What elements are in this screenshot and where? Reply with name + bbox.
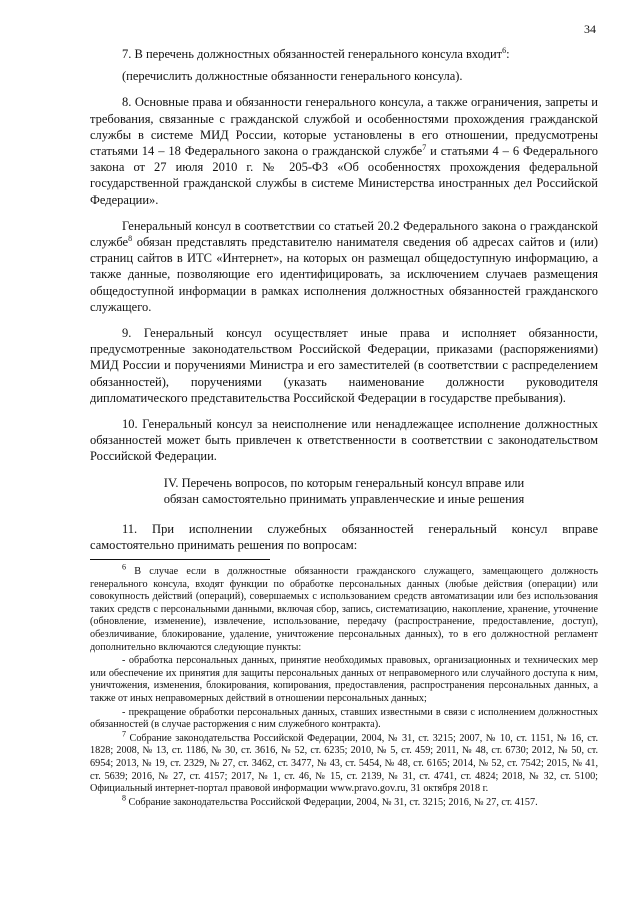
footnote-7 <box>90 729 598 796</box>
footnote-6-item-2 <box>90 707 598 732</box>
footnote-6 <box>90 562 598 654</box>
footnote-ref[interactable]: 8 <box>128 233 133 243</box>
footnote-text: - обработка персональных данных, принятие необходимых правовых, организационных и технических мер или обеспечение их принятия для защиты персональных данных от неправомерного или случайного доступа к ним, уничтожения, изменения, блокирования, копирования, предоставления, распространения персональных данных, а также от иных неправомерных действий в отношении персональных данных; <box>90 655 598 705</box>
footnote-marker: 7 <box>122 729 126 739</box>
footnote-text: Собрание законодательства Российской Федерации, 2004, № 31, ст. 3215; 2007, № 10, ст. 1151, № 16, ст. 1828; 2008, № 13, ст. 1186, № 30, ст. 3616, № 52, ст. 6235; 2010, № 5, ст. 459; 2011, № 48, ст. 6730; 2012, № 50, ст. 6954; 2013, № 19, ст. 2329, № 27, ст. 3462, ст. 3477, № 43, ст. 5454, № 48, ст. 6165; 2014, № 52, ст. 7542; 2015, № 41, ст. 5639; 2016, № 27, ст. 4157; 2017, № 1, ст. 46, № 15, ст. 2139, № 31, ст. 4741, ст. 4824; 2018, № 32, ст. 5100; Официальный интернет-портал правовой информации www.pravo.gov.ru, 31 октября 2018 г. <box>90 732 598 795</box>
paragraph-8 <box>90 94 598 207</box>
footnote-6-item-1 <box>90 655 598 705</box>
footnotes <box>90 562 598 809</box>
footnote-divider <box>90 559 270 560</box>
footnote-text: Собрание законодательства Российской Федерации, 2004, № 31, ст. 3215; 2016, № 27, ст. 4157. <box>126 796 538 808</box>
page-number: 34 <box>584 22 596 36</box>
paragraph-number: 7. <box>122 47 132 61</box>
paragraph-tail: : <box>506 47 510 61</box>
footnote-text: В случае если в должностные обязанности гражданского служащего, замещающего должность генерального консула, входят функции по обработке персональных данных (любые действия (операции) или совокупность действий (операций), совершаемых с использованием средств автоматизации или без использования таких средств с персональными данными, включая сбор, запись, систематизацию, накопление, хранение, уточнение (обновление, изменение), извлечение, использование, передачу (распространение, предоставление, доступ), обезличивание, блокирование, удаление, уничтожение персональных данных), то в его должностной регламент дополнительно включаются следующие пункты: <box>90 566 598 653</box>
paragraph-text: Генеральный консул в соответствии со статьей 20.2 Федерального закона о гражданской службе <box>90 218 598 250</box>
footnote-marker: 6 <box>122 562 126 572</box>
paragraph-8-continued <box>90 218 598 315</box>
paragraph-text: 9. Генеральный консул осуществляет иные права и исполняет обязанности, предусмотренные законодательством Российской Федерации, приказами (распоряжениями) МИД России и поручениями Министра и его заместителей (в соответствии с распределением обязанностей), поручениями (указать наименование должности руководителя дипломатического представительства Российской Федерации в государстве пребывания). <box>90 326 598 405</box>
paragraph-tail: и статьями 4 – 6 Федерального закона от 27 июля 2010 г. № 205-ФЗ «Об особенностях прохождения федеральной государственной гражданской службы в системе Министерства иностранных дел Российской Федерации». <box>90 144 598 207</box>
paragraph-text: 10. Генеральный консул за неисполнение или ненадлежащее исполнение должностных обязанностей может быть привлечен к ответственности в соответствии с законодательством Российской Федерации. <box>90 417 598 464</box>
paragraph-tail: обязан представлять представителю нанимателя сведения об адресах сайтов и (или) страниц сайтов в ИТС «Интернет», на которых он размещал общедоступную информацию, а также данные, позволяющие его идентифицировать, за исключением случаев размещения общедоступной информации в рамках исполнения должностных обязанностей гражданского служащего. <box>90 235 598 314</box>
paragraph-10 <box>90 416 598 465</box>
paragraph-7 <box>90 46 598 62</box>
footnote-ref[interactable]: 7 <box>422 142 427 152</box>
document-body <box>90 46 598 809</box>
footnote-ref[interactable]: 6 <box>502 45 507 55</box>
footnote-marker: 8 <box>122 793 126 803</box>
footnote-text: - прекращение обработки персональных данных, ставших известными в связи с исполнением должностных обязанностей (в случае расторжения с ним служебного контракта). <box>90 706 598 731</box>
paragraph-text: (перечислить должностные обязанности генерального консула). <box>122 69 463 84</box>
paragraph-text: В перечень должностных обязанностей генерального консула входит <box>134 47 503 61</box>
footnote-8 <box>90 793 598 810</box>
paragraph-11: 11. При исполнении служебных обязанностей генеральный консул вправе самостоятельно принимать решения по вопросам: <box>90 521 598 552</box>
paragraph-9 <box>90 325 598 406</box>
section-heading: IV. Перечень вопросов, по которым генеральный консул вправе или обязан самостоятельно принимать управленческие и иные решения <box>163 475 525 506</box>
paragraph-text: 8. Основные права и обязанности генерального консула, а также ограничения, запреты и требования, связанные с гражданской службой и особенностями прохождения гражданской службы в системе МИД России, которые установлены в его отношении, предусмотрены статьями 14 – 18 Федерального закона о гражданской службе <box>90 95 598 159</box>
paragraph-7-instruction <box>90 68 598 84</box>
